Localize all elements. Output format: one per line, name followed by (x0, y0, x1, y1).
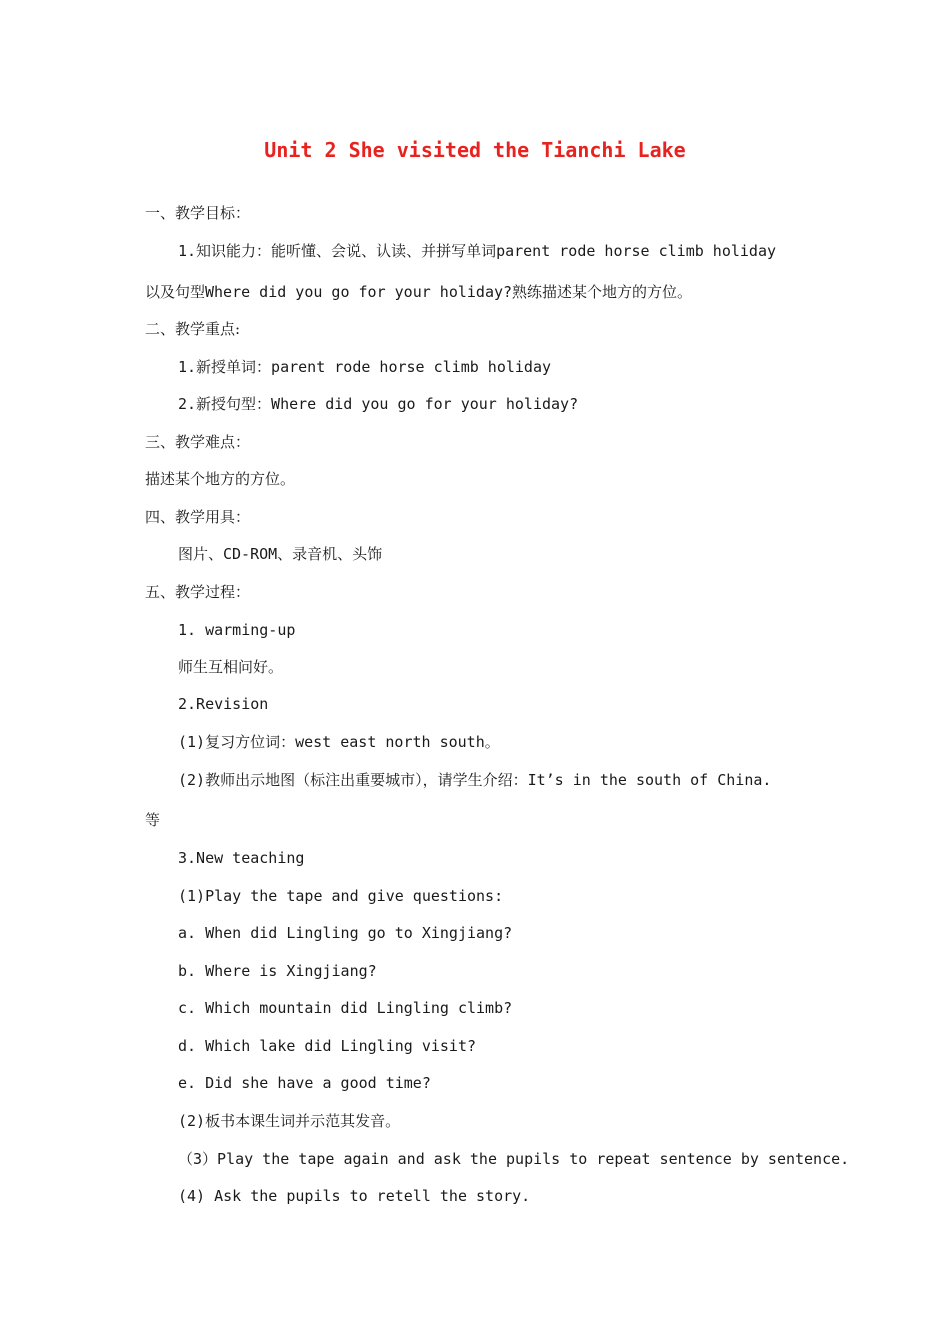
section-heading-key-points: 二、教学重点: (145, 320, 241, 338)
difficulty-text: 描述某个地方的方位。 (145, 470, 296, 488)
step-1-text: 师生互相问好。 (178, 658, 284, 676)
step-2-item-1: (1)复习方位词：west east north south。 (178, 733, 500, 751)
question-d: d. Which lake did Lingling visit? (178, 1037, 477, 1055)
section-heading-process: 五、教学过程： (145, 583, 251, 601)
key-point-1: 1.新授单词：parent rode horse climb holiday (178, 358, 552, 376)
step-3-item-4: (4) Ask the pupils to retell the story. (178, 1187, 531, 1205)
question-a: a. When did Lingling go to Xingjiang? (178, 924, 513, 942)
question-b: b. Where is Xingjiang? (178, 962, 377, 980)
step-3-heading: 3.New teaching (178, 849, 305, 867)
step-2-heading: 2.Revision (178, 695, 269, 713)
step-2-item-2: (2)教师出示地图（标注出重要城市），请学生介绍：It’s in the south of China. (178, 771, 772, 789)
step-3-item-1: (1)Play the tape and give questions: (178, 887, 504, 905)
step-3-item-3: （3）Play the tape again and ask the pupils to repeat sentence by sentence. (178, 1150, 850, 1168)
section-heading-objectives: 一、教学目标： (145, 204, 251, 222)
key-point-2: 2.新授句型：Where did you go for your holiday? (178, 395, 579, 413)
section-heading-difficulties: 三、教学难点： (145, 433, 251, 451)
objective-line-2: 以及句型Where did you go for your holiday?熟练描述某个地方的方位。 (145, 283, 693, 301)
question-e: e. Did she have a good time? (178, 1074, 431, 1092)
objective-line-1: 1.知识能力：能听懂、会说、认读、并拼写单词parent rode horse climb holiday (178, 242, 777, 260)
question-c: c. Which mountain did Lingling climb? (178, 999, 513, 1017)
step-2-item-2-continued: 等 (145, 811, 161, 829)
step-1-heading: 1. warming-up (178, 621, 296, 639)
materials-text: 图片、CD-ROM、录音机、头饰 (178, 545, 383, 563)
section-heading-materials: 四、教学用具： (145, 508, 251, 526)
document-title: Unit 2 She visited the Tianchi Lake (264, 138, 686, 162)
step-3-item-2: (2)板书本课生词并示范其发音。 (178, 1112, 401, 1130)
